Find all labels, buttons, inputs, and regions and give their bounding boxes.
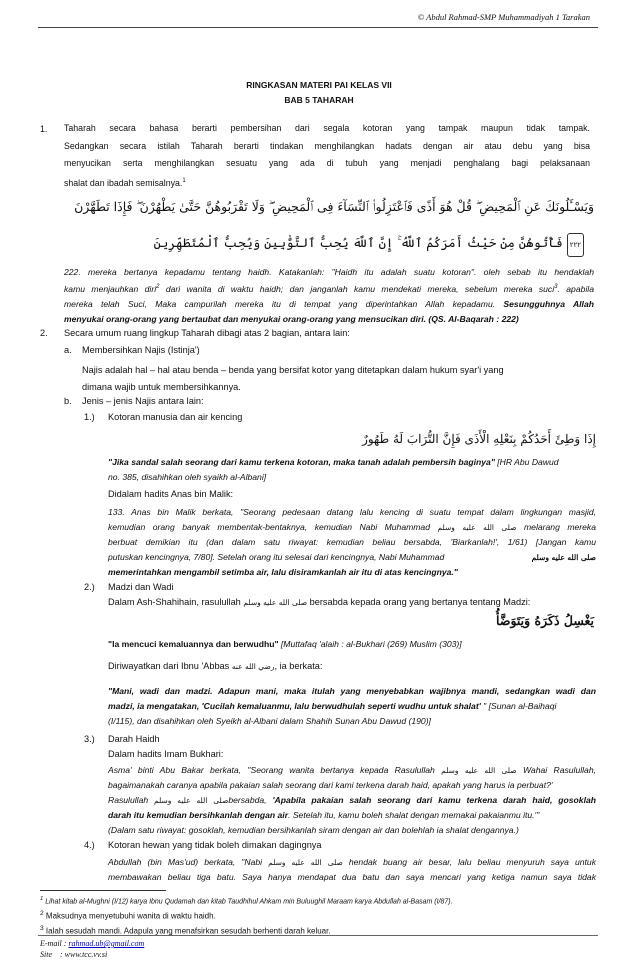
radhi-arabic: رضي الله عنه (231, 662, 275, 671)
header-credit: © Abdul Rahmad-SMP Muhammadiyah 1 Tarakan (417, 12, 590, 22)
ayat-line-1: وَيَسْـَٔلُونَكَ عَنِ ٱلْمَحِيضِ ۖ قُلْ هُوَ أَذًى فَٱعْتَزِلُوا۟ ٱلنِّسَآءَ فِى ٱلْمَحِيضِ ۖ وَلَا تَقْرَبُوهُنَّ حَتَّىٰ يَطْهُرْنَ ۖ فَإِذَا تَطَهَّرْنَ (74, 199, 594, 214)
item1-quote (108, 455, 596, 485)
narration-line (108, 520, 596, 535)
item4-line (108, 855, 596, 870)
item2-ibn-abbas (108, 661, 322, 671)
p2b-letter: b. (64, 396, 72, 406)
translation-text: dari wanita di waktu haidh; dan janganlah kamu mendekati mereka, sebelum mereka suci (159, 283, 555, 294)
item2-intro-text: bersabda kepada orang yang bertanya tentang Madzi: (307, 597, 531, 607)
item2-intro (108, 597, 530, 607)
footnote-num: 2 (40, 910, 44, 918)
p2a-letter: a. (64, 345, 72, 355)
translation-text: . apabila (557, 283, 594, 294)
ayat-number-marker: ٢٢٢ (567, 233, 584, 257)
footnote-ref-1: 1 (182, 177, 186, 184)
translation-emphasis: Sesungguhnya Allah (503, 298, 594, 309)
narration-line: berbuat demikian itu (dan dalam satu riwayat: kemudian beliau bersabda, 'Biarkanlah!', 1/61) [Jangan kamu (108, 537, 596, 547)
footer-email-row (40, 938, 144, 949)
item2-quote1 (108, 637, 596, 652)
ayat-translation (64, 265, 594, 327)
item3-number: 3.) (84, 734, 95, 744)
narration-line: memerintahkan mengambil setimba air, lalu disiramkanlah air itu di atas kencingnya." (108, 567, 458, 577)
item3-text: Rasulullah (108, 795, 155, 805)
item3-text: Asma' binti Abu Bakar berkata, "Seorang wanita bertanya kepada Rasulullah (108, 765, 442, 775)
item3-line: bagaimanakah caranya apabila pakaian salah seorang dari kami terkena darah haid, apakah yang harus ia perbuat?' (108, 780, 553, 790)
footnote-separator (40, 890, 166, 891)
footer-site-label: Site : (40, 950, 65, 959)
footnote-ref-3: 3 (554, 284, 558, 290)
p2b-title: Jenis – jenis Najis antara lain: (82, 396, 204, 406)
item1-quote-line (108, 455, 596, 470)
salawat-arabic: صلى الله عليه وسلم (437, 523, 517, 532)
item3-line: (Dalam satu riwayat: gosoklah, kemudian bersihkanlah siram dengan air dan bolehlah ia shalat dengannya.) (108, 825, 519, 835)
item4-text: Abdullah (bin Mas'ud) berkata, "Nabi (108, 857, 269, 867)
footer-email-label: E-mail : (40, 939, 69, 948)
item1-hadith-arabic: إِذَا وَطِئَ أَحَدُكُمْ بِنَعْلِهِ الْأَذَى فَإِنَّ التُّرَابَ لَهُ طَهُورٌ (362, 432, 596, 446)
ayat-text: فَأْتُوهُنَّ مِنْ حَيْثُ أَمَرَكُمُ ٱللَّهُ ۚ إِنَّ ٱللَّهَ يُحِبُّ ٱلتَّوَّٰبِينَ وَيُحِبُّ ٱلْمُتَطَهِّرِينَ (153, 235, 563, 250)
item1-narration (108, 505, 596, 580)
item3-text: bersabda, (228, 795, 273, 805)
footer-site-link[interactable]: www.tcc.vv.si (64, 950, 108, 959)
p2-number: 2. (40, 328, 48, 338)
item1-quote-bold: "Jika sandal salah seorang dari kamu terkena kotoran, maka tanah adalah pembersih baginya" (108, 457, 495, 467)
footnote-num: 1 (40, 896, 44, 902)
footnote-num: 3 (40, 924, 44, 932)
salawat-arabic: صلى الله عليه وسلم (154, 796, 229, 805)
item3-text: . Setelah itu, kamu boleh shalat dengan memakai pakaianmu itu.'" (288, 810, 540, 820)
footnote-text: Lihat kitab al-Mughni (I/12) karya Ibnu Qudamah dan kitab Taudhihul Ahkam min Buluughil Maraam karya Abdullah al-Basam (I/87). (43, 898, 453, 906)
item4-line: membawakan beliau tiga batu. Saya hanya mendapat dua batu dan saya mencari yang ketiga namun saya tidak (108, 872, 596, 882)
item3-line (108, 808, 596, 823)
footnote-text: Maksudnya menyetubuhi wanita di waktu haidh. (43, 911, 216, 921)
item1-title: Kotoran manusia dan air kencing (108, 412, 243, 422)
footer-site-row (40, 949, 144, 960)
item2-quote2-line: (I/115), dan disahihkan oleh Syeikh al-Albani dalam Shahih Sunan Abu Dawud (190)] (108, 716, 431, 726)
p1-line: shalat dan ibadah semisalnya. (64, 177, 183, 188)
item1-quote-src: [HR Abu Dawud (494, 457, 559, 467)
p1-line: menyucikan serta menghilangkan sesuatu yang ada di tubuh yang menjadi penghalang bagi pelaksanaan (64, 158, 590, 168)
item4-text: hendak buang air besar, lalu beliau menyuruh saya untuk (342, 857, 597, 867)
item1-anas-label: Didalam hadits Anas bin Malik: (108, 489, 234, 499)
footer-divider (38, 935, 598, 936)
item4-title: Kotoran hewan yang tidak boleh dimakan dagingnya (108, 840, 322, 850)
salawat-arabic: صلى الله عليه وسلم (243, 598, 308, 607)
item2-quote2-bold: madzi, ia mengatakan, 'Cucilah kemaluanmu, lalu berwudhulah seperti wudhu untuk shalat' (108, 701, 481, 711)
footnote-1 (40, 893, 596, 908)
item2-quote2-line: "Mani, wadi dan madzi. Adapun mani, maka itulah yang menyebabkan wajibnya mandi, sedangkan wadi dan (108, 686, 596, 696)
narration-text: kemudian orang banyak membentak-bentaknya, kemudian Nabi Muhammad (108, 522, 438, 532)
item2-intro-text: Dalam Ash-Shahihain, rasulullah (108, 597, 244, 607)
p2a-line: Najis adalah hal – hal atau benda – benda yang bersifat kotor yang ditetapkan dalam hukum syar'i yang (82, 365, 504, 375)
item2-text: , ia berkata: (274, 661, 323, 671)
item2-hadith-arabic: يَغْسِلُ ذَكَرَهُ وَيَتَوَضَّأُ (496, 613, 594, 628)
item2-quote2 (108, 684, 596, 729)
doc-title: RINGKASAN MATERI PAI KELAS VII (246, 80, 392, 90)
item3-bold: darah itu kemudian bersihkanlah dengan air (108, 810, 289, 820)
narration-text: melarang mereka (516, 522, 596, 532)
translation-line: menyukai orang-orang yang bertaubat dan menyukai orang-orang yang mensucikan diri. (QS. Al-Baqarah : 222) (64, 313, 519, 324)
item3-bold: 'Apabila pakaian salah seorang dari kamu terkena darah haid, gosoklah (272, 795, 596, 805)
salawat-arabic: صلى الله عليه وسلم (268, 858, 343, 867)
ayat-line-2 (150, 232, 584, 257)
item3-line (108, 793, 596, 808)
footnote-text: Ialah sesudah mandi. Adapula yang menafsirkan sesudah berhenti darah keluar. (43, 926, 331, 936)
item2-title: Madzi dan Wadi (108, 582, 174, 592)
item3-title: Darah Haidh (108, 734, 160, 744)
p2-text: Secara umum ruang lingkup Taharah dibagi atas 2 bagian, antara lain: (64, 328, 350, 338)
p1-number: 1. (40, 124, 48, 134)
item2-quote-bold: "Ia mencuci kemaluannya dan berwudhu" (108, 639, 279, 649)
p2a-title: Membersihkan Najis (Istinja') (82, 345, 200, 355)
translation-text: kamu menjauhkan diri (64, 283, 157, 294)
header-divider (38, 27, 598, 28)
item1-quote-line: no. 385, disahihkan oleh syaikh al-Albani] (108, 472, 267, 482)
footer-email-link[interactable]: rahmad.ub@gmail.com (68, 939, 145, 948)
item4-narration (108, 855, 596, 885)
item2-text: Diriwayatkan dari Ibnu 'Abbas (108, 661, 232, 671)
p1-line-last (64, 173, 590, 192)
item2-number: 2.) (84, 582, 95, 592)
footnote-ref-2: 2 (156, 284, 160, 290)
p1-line: Taharah secara bahasa berarti pembersihan dari segala kotoran yang tampak maupun tidak tampak. (64, 123, 590, 133)
item1-number: 1.) (84, 412, 95, 422)
p2a-line: dimana wajib untuk membersihkannya. (82, 382, 241, 392)
footer (40, 938, 144, 960)
footnote-2 (40, 908, 596, 923)
translation-line: 222. mereka bertanya kepadamu tentang haidh. Katakanlah: "Haidh itu adalah suatu kotoran". oleh sebab itu hendaklah (64, 267, 594, 277)
item3-text: Wahai Rasulullah, (516, 765, 597, 775)
p1-paragraph (64, 120, 590, 192)
item3-narration (108, 763, 596, 838)
translation-line (64, 280, 594, 297)
narration-text: putuskan kencingnya, 7/80]. Setelah orang itu selesai dari kencingnya, Nabi Muhammad (108, 552, 445, 562)
translation-text: mereka telah Suci, Maka campurilah mereka itu di tempat yang diperintahkan Allah kepadamu. (64, 298, 504, 309)
item3-line (108, 763, 596, 778)
item2-quote-src: [Muttafaq 'alaih : al-Bukhari (269) Muslim (303)] (278, 639, 462, 649)
item4-number: 4.) (84, 840, 95, 850)
item2-quote2-src: " [Sunan al-Baihaqi (480, 701, 557, 711)
item2-quote2-line (108, 699, 596, 714)
doc-subtitle: BAB 5 TAHARAH (284, 95, 354, 105)
p1-line: Sedangkan secara istilah Taharah berarti tindakan menghilangkan hadats dengan air atau debu yang bisa (64, 140, 590, 151)
p2a-body (82, 362, 596, 396)
translation-line (64, 297, 594, 312)
narration-line (108, 550, 596, 565)
footnotes (40, 893, 596, 938)
salawat-arabic: صلى الله عليه وسلم (441, 766, 517, 775)
salawat-arabic: صلى الله عليه وسلم (531, 553, 596, 562)
narration-line: 133. Anas bin Malik berkata, "Seorang pedesaan datang lalu kencing di suatu tempat dalam lingkungan masjid, (108, 507, 596, 517)
item3-intro: Dalam hadits Imam Bukhari: (108, 749, 224, 759)
